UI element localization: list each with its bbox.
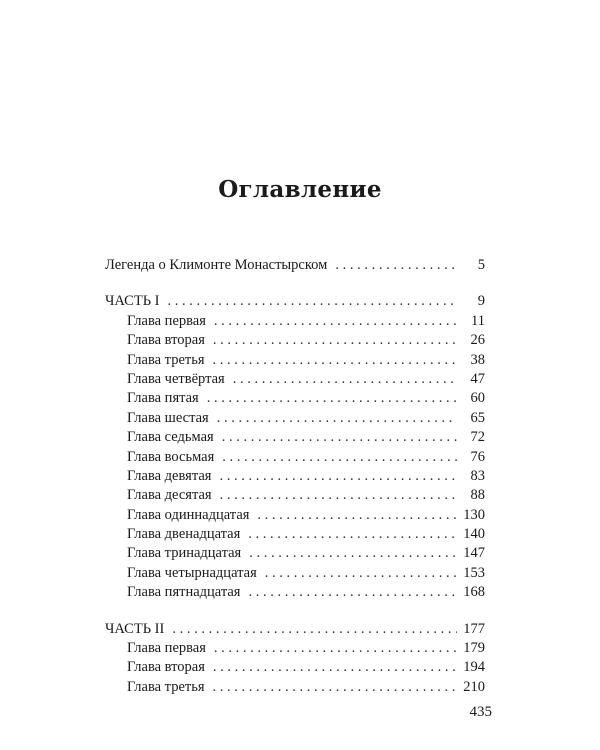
toc-chapter-page: 38 (470, 351, 485, 368)
toc-chapter-page: 130 (463, 506, 485, 523)
toc-chapter-label: Глава пятнадцатая (127, 584, 241, 601)
toc-chapter-label: Глава вторая (127, 659, 205, 676)
page-number: 435 (469, 704, 492, 720)
toc-chapter (105, 467, 485, 486)
dot-leader (233, 370, 457, 389)
toc-chapter-label: Глава первая (127, 312, 206, 329)
dot-leader (167, 292, 457, 311)
toc-chapter (105, 544, 485, 563)
toc-chapter-page: 168 (463, 584, 485, 601)
dot-leader (249, 544, 457, 563)
toc-part-1 (105, 292, 485, 311)
toc-chapter (105, 351, 485, 370)
toc-chapter-page: 26 (470, 332, 485, 349)
toc-chapter (105, 312, 485, 331)
toc-chapter-page: 179 (463, 640, 485, 657)
dot-leader (217, 409, 457, 428)
dot-leader (213, 658, 457, 677)
toc-chapter-label: Глава девятая (127, 467, 212, 484)
toc-chapter-label: Глава одиннадцатая (127, 506, 250, 523)
toc-part-2 (105, 620, 485, 639)
toc-chapter (105, 409, 485, 428)
toc-chapter-page: 194 (463, 659, 485, 676)
toc-entry-label: Легенда о Климонте Монастырском (105, 257, 328, 273)
dot-leader (214, 312, 457, 331)
toc-chapter-label: Глава третья (127, 678, 205, 695)
toc-part-page: 177 (463, 620, 485, 637)
dot-leader (265, 564, 457, 583)
dot-leader (257, 506, 457, 525)
toc-entry-page: 5 (477, 257, 485, 273)
dot-leader (207, 389, 457, 408)
toc-part-label: ЧАСТЬ I (105, 293, 160, 310)
toc-chapter-page: 60 (470, 390, 485, 407)
dot-leader (219, 467, 457, 486)
toc-chapter-label: Глава двенадцатая (127, 526, 241, 543)
toc-chapter-page: 88 (470, 487, 485, 504)
toc-chapter (105, 428, 485, 447)
toc-chapter-page: 210 (463, 678, 485, 695)
dot-leader (214, 639, 457, 658)
toc-chapter (105, 331, 485, 350)
dot-leader (222, 448, 457, 467)
toc-chapter (105, 370, 485, 389)
toc-chapter-page: 65 (470, 409, 485, 426)
toc-chapter-label: Глава шестая (127, 409, 209, 426)
toc-chapter (105, 525, 485, 544)
toc-chapter-label: Глава четырнадцатая (127, 564, 257, 581)
dot-leader (248, 583, 457, 602)
toc-chapter-page: 153 (463, 564, 485, 581)
toc-chapter (105, 448, 485, 467)
dot-leader (248, 525, 457, 544)
dot-leader (213, 331, 457, 350)
toc-chapter-label: Глава вторая (127, 332, 205, 349)
toc-chapter (105, 389, 485, 408)
toc-chapter-page: 72 (470, 429, 485, 446)
toc-chapter (105, 486, 485, 505)
toc-chapter (105, 639, 485, 658)
toc-chapter-label: Глава седьмая (127, 429, 214, 446)
toc-part-page: 9 (477, 293, 485, 310)
toc-chapter-label: Глава десятая (127, 487, 212, 504)
dot-leader (213, 678, 458, 697)
toc-chapter-label: Глава четвёртая (127, 370, 225, 387)
dot-leader (213, 351, 458, 370)
dot-leader (222, 428, 457, 447)
toc-chapter-label: Глава тринадцатая (127, 545, 242, 562)
toc-chapter-page: 11 (471, 312, 485, 329)
toc-chapter-page: 147 (463, 545, 485, 562)
toc-chapter-label: Глава восьмая (127, 448, 215, 465)
toc-chapter-page: 76 (470, 448, 485, 465)
table-of-contents (105, 256, 485, 697)
dot-leader (220, 486, 457, 505)
toc-part-label: ЧАСТЬ II (105, 620, 165, 637)
toc-chapter-label: Глава пятая (127, 390, 199, 407)
toc-chapter-page: 140 (463, 526, 485, 543)
toc-chapter-label: Глава первая (127, 640, 206, 657)
toc-chapter (105, 583, 485, 602)
toc-chapter (105, 564, 485, 583)
toc-chapter (105, 658, 485, 677)
toc-chapter-page: 83 (470, 467, 485, 484)
toc-entry-legend (105, 256, 485, 275)
toc-chapter-label: Глава третья (127, 351, 205, 368)
toc-chapter (105, 506, 485, 525)
page-title: Оглавление (218, 176, 382, 203)
dot-leader (335, 256, 457, 275)
dot-leader (172, 620, 457, 639)
toc-chapter (105, 678, 485, 697)
toc-chapter-page: 47 (470, 370, 485, 387)
